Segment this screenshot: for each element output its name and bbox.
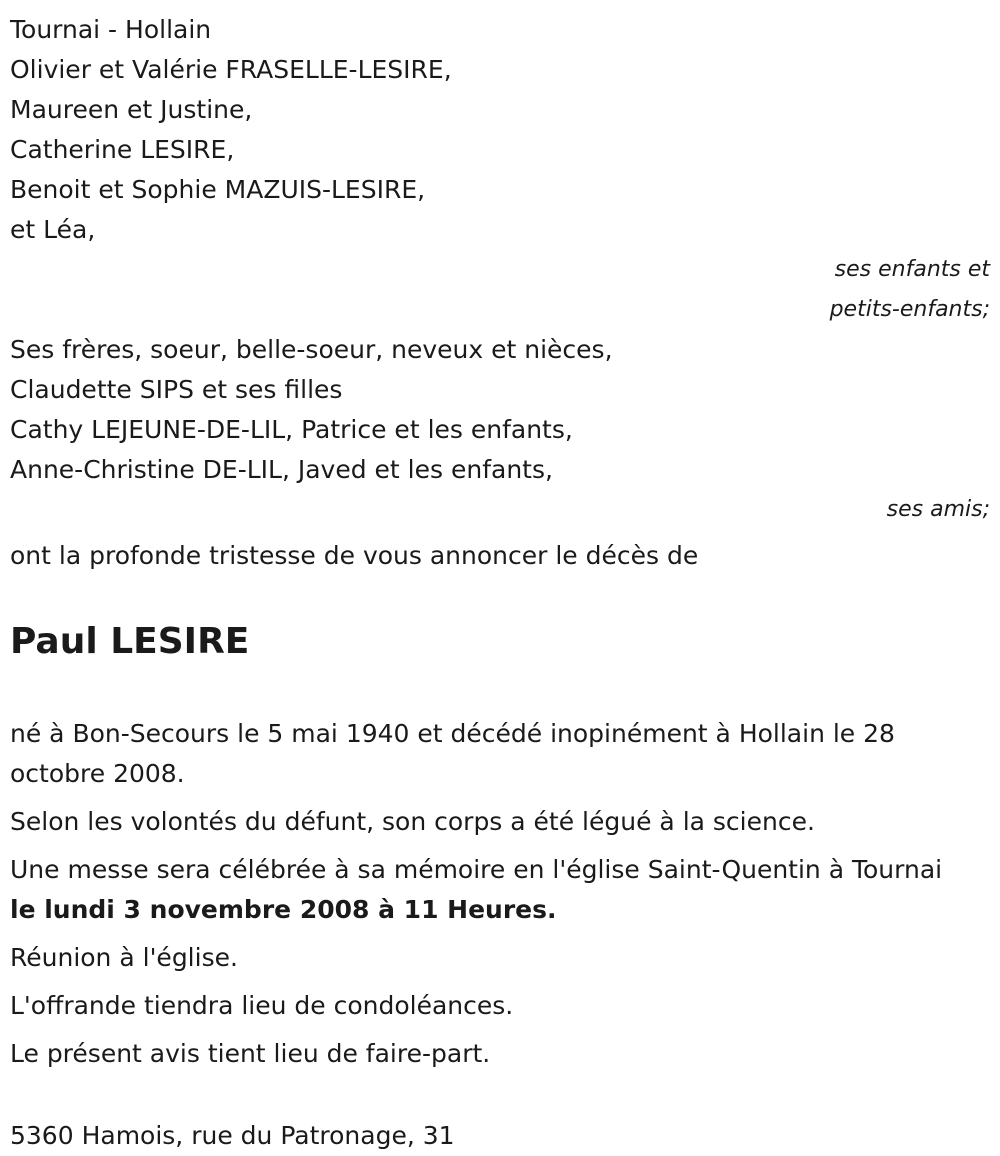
list-item: Anne-Christine DE-LIL, Javed et les enfants,: [10, 455, 553, 484]
list-item: Olivier et Valérie FRASELLE-LESIRE,: [10, 55, 452, 84]
list-item: Cathy LEJEUNE-DE-LIL, Patrice et les enfants,: [10, 415, 573, 444]
offering-text: L'offrande tiendra lieu de condoléances.: [10, 991, 514, 1020]
children-list: [10, 50, 990, 250]
friends-list: [10, 330, 990, 490]
list-item: Catherine LESIRE,: [10, 135, 235, 164]
announcement-text: ont la profonde tristesse de vous annoncer le décès de: [10, 541, 699, 570]
address-line: 5360 Hamois, rue du Patronage, 31: [10, 1121, 455, 1150]
children-role-line2: petits-enfants;: [829, 297, 990, 322]
mass-prefix: Une messe sera célébrée à sa mémoire en l'église Saint-Quentin à Tournai: [10, 855, 943, 884]
list-item: Maureen et Justine,: [10, 95, 253, 124]
body-donation-text: Selon les volontés du défunt, son corps a été légué à la science.: [10, 807, 815, 836]
birth-death-text: né à Bon-Secours le 5 mai 1940 et décédé inopinément à Hollain le 28 octobre 2008.: [10, 719, 895, 788]
mass-text: [10, 850, 970, 930]
children-role-line1: ses enfants et: [834, 257, 990, 282]
list-item: et Léa,: [10, 215, 96, 244]
notice-text: Le présent avis tient lieu de faire-part.: [10, 1039, 491, 1068]
list-item: Claudette SIPS et ses filles: [10, 375, 343, 404]
location-line: Tournai - Hollain: [10, 15, 212, 44]
list-item: Ses frères, soeur, belle-soeur, neveux et nièces,: [10, 335, 613, 364]
friends-role: ses amis;: [886, 497, 990, 522]
mass-date: le lundi 3 novembre 2008 à 11 Heures.: [10, 895, 557, 924]
list-item: Benoit et Sophie MAZUIS-LESIRE,: [10, 175, 426, 204]
deceased-name: Paul LESIRE: [10, 621, 250, 662]
meeting-text: Réunion à l'église.: [10, 943, 238, 972]
